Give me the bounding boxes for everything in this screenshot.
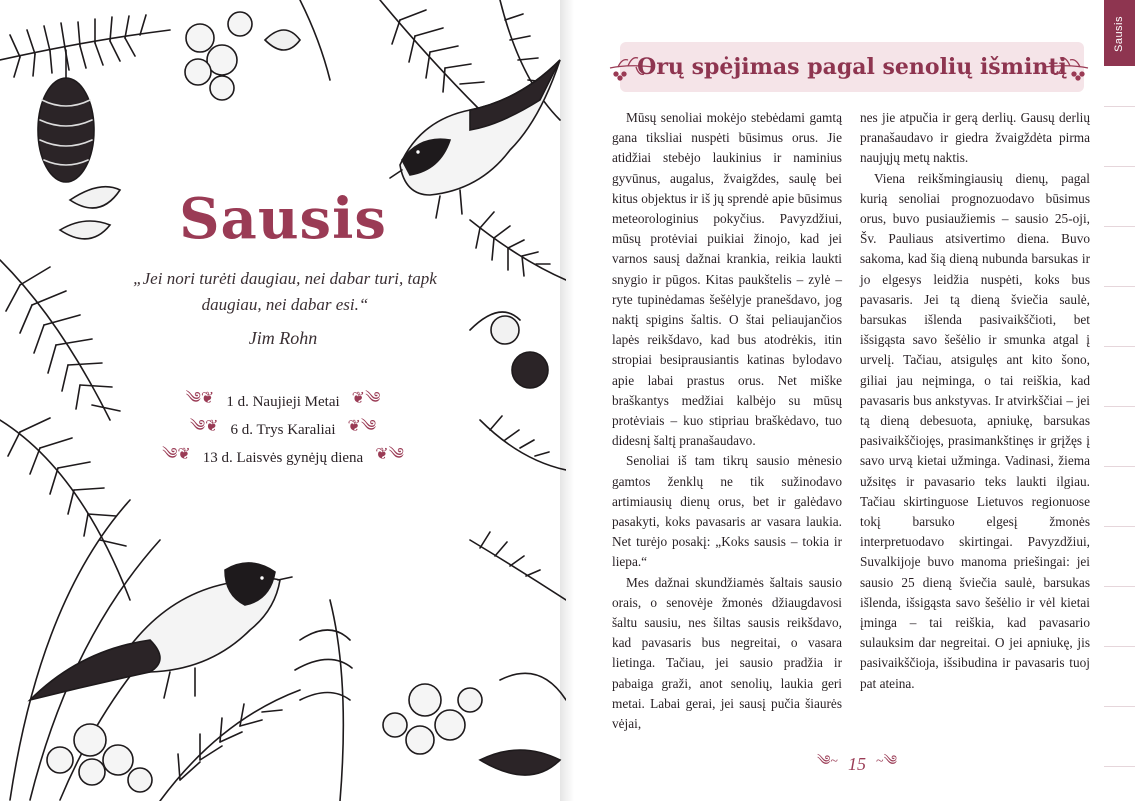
- flourish-ornament-icon: ❦༄: [351, 389, 381, 407]
- tab-strip: [1104, 66, 1135, 801]
- flourish-ornament-icon: ༄~: [817, 754, 838, 769]
- month-tab-label: Sausis: [1113, 15, 1125, 53]
- holiday-label: 13 d. Laisvės gynėjų diena: [202, 449, 364, 466]
- paragraph: Mūsų senoliai mokėjo stebėdami gamtą gana tiksliai nuspėti būsimus orus. Jie atidžiai stebėjo laukinius ir naminius gyvūnus, augalus, žvaigždes, saulę bei kitus objektus ir iš jų sprendė apie būsimus meteorologinius pokyčius. Pavyzdžiui, mūsų protėviai puikiai žinojo, kad jei varnos sausį dažnai krankia, reikia laukti snygio ir pūgos. Kitas paukštelis – zylė – ryte tupinėdamas šešėlyje pranešdavo, jog naktį spigins šaltis. O štai peliaujančios lapės reikšdavo, kad bus atodrėkis, itin stropiai besiprausiantis katinas bylodavo apie labai prastus orus. Net miške braškantys medžiai kalbėjo su mūsų protėviais – kuo stipriau braškėdavo, tuo didesnį šaltį pranašaudavo.: [612, 110, 842, 449]
- quote-text: „Jei nori turėti daugiau, nei dabar turi, tapk daugiau, nei dabar esi.“: [133, 269, 437, 314]
- holiday-item: [0, 388, 566, 416]
- holiday-list: [0, 388, 566, 472]
- berry-icon: [185, 12, 252, 100]
- text-column-2: [860, 108, 1090, 734]
- paragraph: Viena reikšmingiausių dienų, pagal kurią senoliai prognozuodavo būsimus orus, buvo pusiaužiemis – sausio 25-oji, Šv. Pauliaus atsivertimo diena. Buvo sakoma, kad šią dieną nubunda barsukas ir jo elgesys leidžia nuspėti, koks bus pavasaris. Jei tą dieną šviečia saulė, barsukas išlenda pasivaikščioti, bet išsigąsta savo šešėlio ir smunka atgal į urvelį. Tačiau, atsigulęs ant kito šono, giliai jau neįminga, o tai reiškia, kad pavasaris bus ankstyvas. Ir atvirkščiai – jei tą dieną debesuota, apniukę, barsukas pasivaikščiojęs, prasimankštinęs ir grįžęs į savo urvą kietai užminga. Vadinasi, žiema užsitęs ir pavasario teks laukti ilgiau. Tačiau skirtinguose Lietuvos regionuose tokį barsuko elgesį žmonės interpretuodavo skirtingai. Pavyzdžiui, Suvalkijoje buvo manoma priešingai: jei sausio 25 dieną šviečia saulė, barsukas išlenda, išsigąsta savo šešėlio ir vėl kietai įminga – tai reiškia, kad pavasario sulauksim dar negreitai. O jei apniukę, jis pasivaikščioja, išsibudina ir pavasaris tuoj pat ateina.: [860, 170, 1090, 691]
- month-title: Sausis: [179, 186, 387, 252]
- holiday-item: [0, 444, 566, 472]
- right-page: [566, 0, 1135, 801]
- holiday-label: 6 d. Trys Karaliai: [230, 421, 336, 438]
- paragraph: Mes dažnai skundžiamės šaltais sausio orais, o senovėje žmonės džiaugdavosi šaltu sausiu, nes šiltas sausis reikšdavo, kad pavasaris bus negreitai, o vasara lietinga. Tačiau, jei sausio pradžia ir pabaiga graži, anot senolių, laukia geri metai. Labai gerai, jei sausį pučia šiaurės vėjai,: [612, 574, 842, 732]
- pine-branch-icon: [0, 15, 170, 77]
- book-gutter: [560, 0, 574, 801]
- flourish-ornament-icon: ༄❦: [189, 417, 219, 435]
- pinecone-icon: [38, 50, 94, 182]
- flourish-ornament-icon: ༄❦: [185, 389, 215, 407]
- flourish-ornament-icon: ❦༄: [375, 445, 404, 463]
- flourish-ornament-icon: ❦༄: [347, 417, 377, 435]
- page-number: 15: [848, 753, 866, 774]
- flourish-ornament-icon: ༄❦: [162, 445, 191, 463]
- page-footer: [792, 752, 922, 776]
- paragraph-continued: nes jie atpučia ir gerą derlių. Gausų derlių pranašaudavo ir giedra žvaigždėta pirma naujųjų metų naktis.: [860, 110, 1090, 166]
- paragraph: Senoliai iš tam tikrų sausio mėnesio gamtos ženklų ne tik sužinodavo artimiausių dienų orus, bet ir galėdavo pasakyti, koks pavasaris ar vasara laukia. Net turėjo posakį: „Koks sausis – tokia ir liepa.“: [612, 453, 842, 570]
- holiday-item: [0, 416, 566, 444]
- text-column-1: [612, 108, 842, 734]
- month-tab-label-wrap: [1108, 6, 1130, 62]
- quote-author: Jim Rohn: [248, 328, 318, 348]
- article-body: [612, 108, 1090, 734]
- left-page: [0, 0, 566, 801]
- bird-icon: [30, 563, 292, 700]
- holiday-label: 1 d. Naujieji Metai: [226, 393, 340, 410]
- flourish-ornament-icon: ~༄: [876, 754, 897, 769]
- page-title: Orų spėjimas pagal senolių išmintį: [637, 54, 1067, 80]
